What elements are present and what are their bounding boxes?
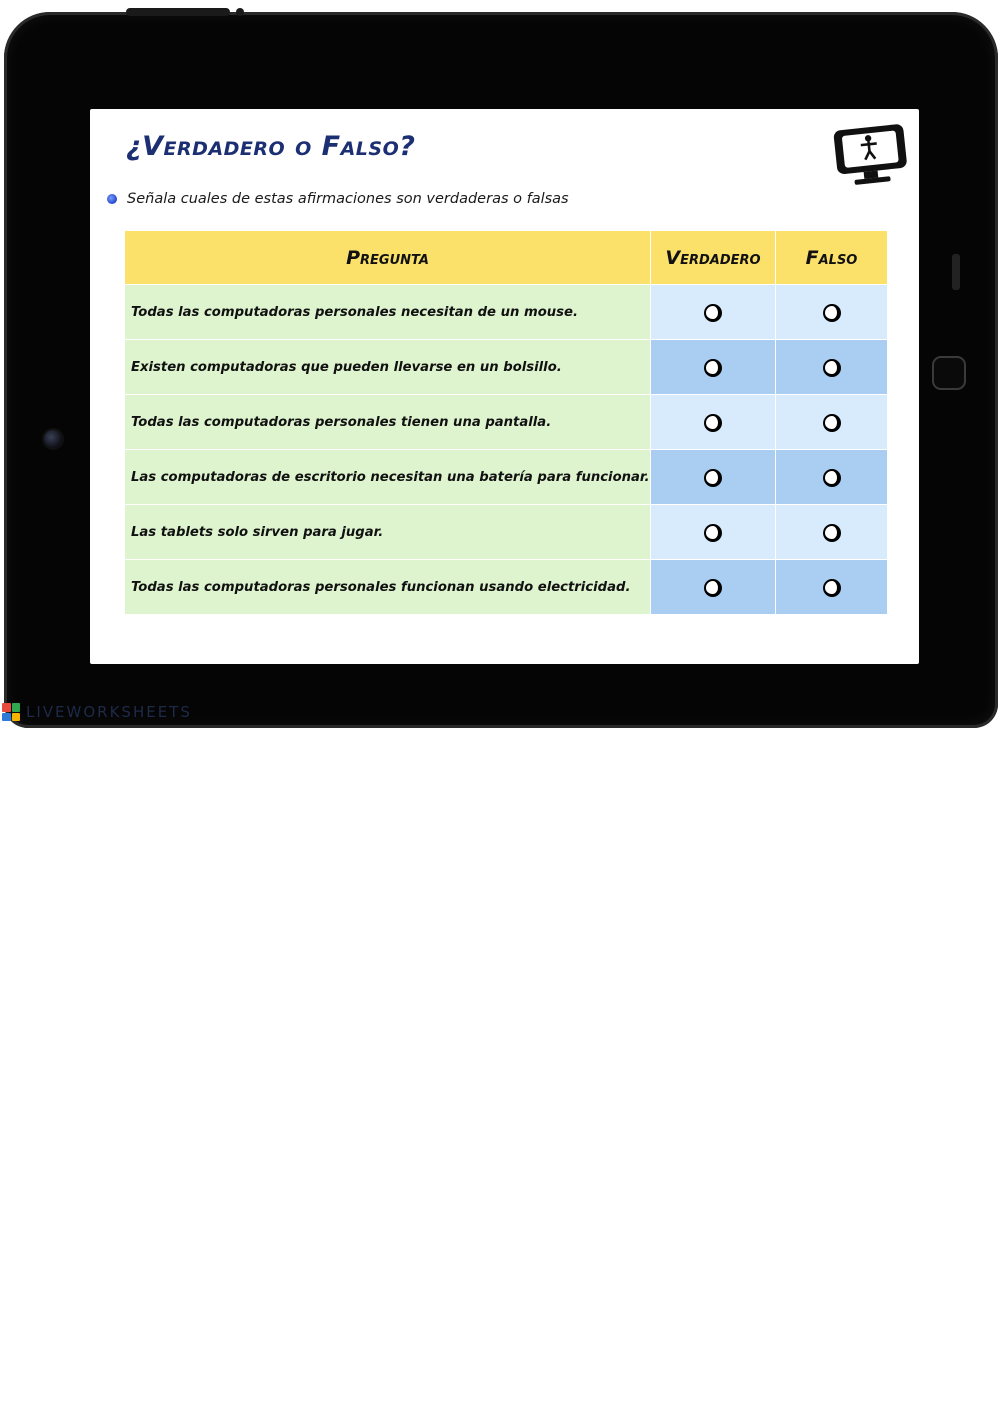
true-radio-button[interactable] bbox=[704, 359, 722, 377]
table-row bbox=[125, 285, 888, 340]
question-text: Las computadoras de escritorio necesitan una batería para funcionar. bbox=[125, 450, 651, 505]
table-header-row bbox=[125, 231, 888, 285]
tablet-top-notch bbox=[236, 8, 244, 16]
table-row bbox=[125, 505, 888, 560]
true-option-cell bbox=[651, 505, 776, 560]
true-radio-button[interactable] bbox=[704, 579, 722, 597]
question-text: Todas las computadoras personales funcionan usando electricidad. bbox=[125, 560, 651, 615]
false-radio-button[interactable] bbox=[823, 524, 841, 542]
header-question: Pregunta bbox=[125, 231, 651, 285]
table-row bbox=[125, 450, 888, 505]
bullet-icon bbox=[107, 194, 117, 204]
question-text: Las tablets solo sirven para jugar. bbox=[125, 505, 651, 560]
watermark-text: LIVEWORKSHEETS bbox=[26, 703, 192, 721]
false-radio-button[interactable] bbox=[823, 469, 841, 487]
true-option-cell bbox=[651, 450, 776, 505]
tablet-top-button bbox=[126, 8, 230, 16]
true-option-cell bbox=[651, 285, 776, 340]
table-row bbox=[125, 395, 888, 450]
true-option-cell bbox=[651, 395, 776, 450]
false-radio-button[interactable] bbox=[823, 414, 841, 432]
tablet-frame bbox=[4, 12, 998, 728]
false-radio-button[interactable] bbox=[823, 359, 841, 377]
true-radio-button[interactable] bbox=[704, 304, 722, 322]
camera-icon bbox=[44, 430, 62, 448]
header-true: Verdadero bbox=[651, 231, 776, 285]
table-row bbox=[125, 340, 888, 395]
header-false: Falso bbox=[776, 231, 888, 285]
question-text: Todas las computadoras personales necesitan de un mouse. bbox=[125, 285, 651, 340]
question-text: Existen computadoras que pueden llevarse en un bolsillo. bbox=[125, 340, 651, 395]
watermark bbox=[2, 703, 192, 721]
false-option-cell bbox=[776, 505, 888, 560]
true-radio-button[interactable] bbox=[704, 524, 722, 542]
true-radio-button[interactable] bbox=[704, 469, 722, 487]
question-text: Todas las computadoras personales tienen una pantalla. bbox=[125, 395, 651, 450]
false-option-cell bbox=[776, 560, 888, 615]
false-option-cell bbox=[776, 340, 888, 395]
computer-monitor-icon bbox=[832, 123, 912, 189]
tablet-side-slot bbox=[952, 254, 960, 290]
page-title: ¿Verdadero o Falso? bbox=[126, 131, 416, 162]
table-row bbox=[125, 560, 888, 615]
false-option-cell bbox=[776, 395, 888, 450]
true-radio-button[interactable] bbox=[704, 414, 722, 432]
false-option-cell bbox=[776, 285, 888, 340]
liveworksheets-logo-icon bbox=[2, 703, 20, 721]
instruction bbox=[107, 191, 569, 207]
instruction-text: Señala cuales de estas afirmaciones son verdaderas o falsas bbox=[127, 191, 569, 207]
worksheet-screen bbox=[90, 109, 919, 664]
true-option-cell bbox=[651, 560, 776, 615]
true-false-table bbox=[124, 230, 888, 615]
false-option-cell bbox=[776, 450, 888, 505]
true-option-cell bbox=[651, 340, 776, 395]
false-radio-button[interactable] bbox=[823, 579, 841, 597]
false-radio-button[interactable] bbox=[823, 304, 841, 322]
home-button[interactable] bbox=[932, 356, 966, 390]
